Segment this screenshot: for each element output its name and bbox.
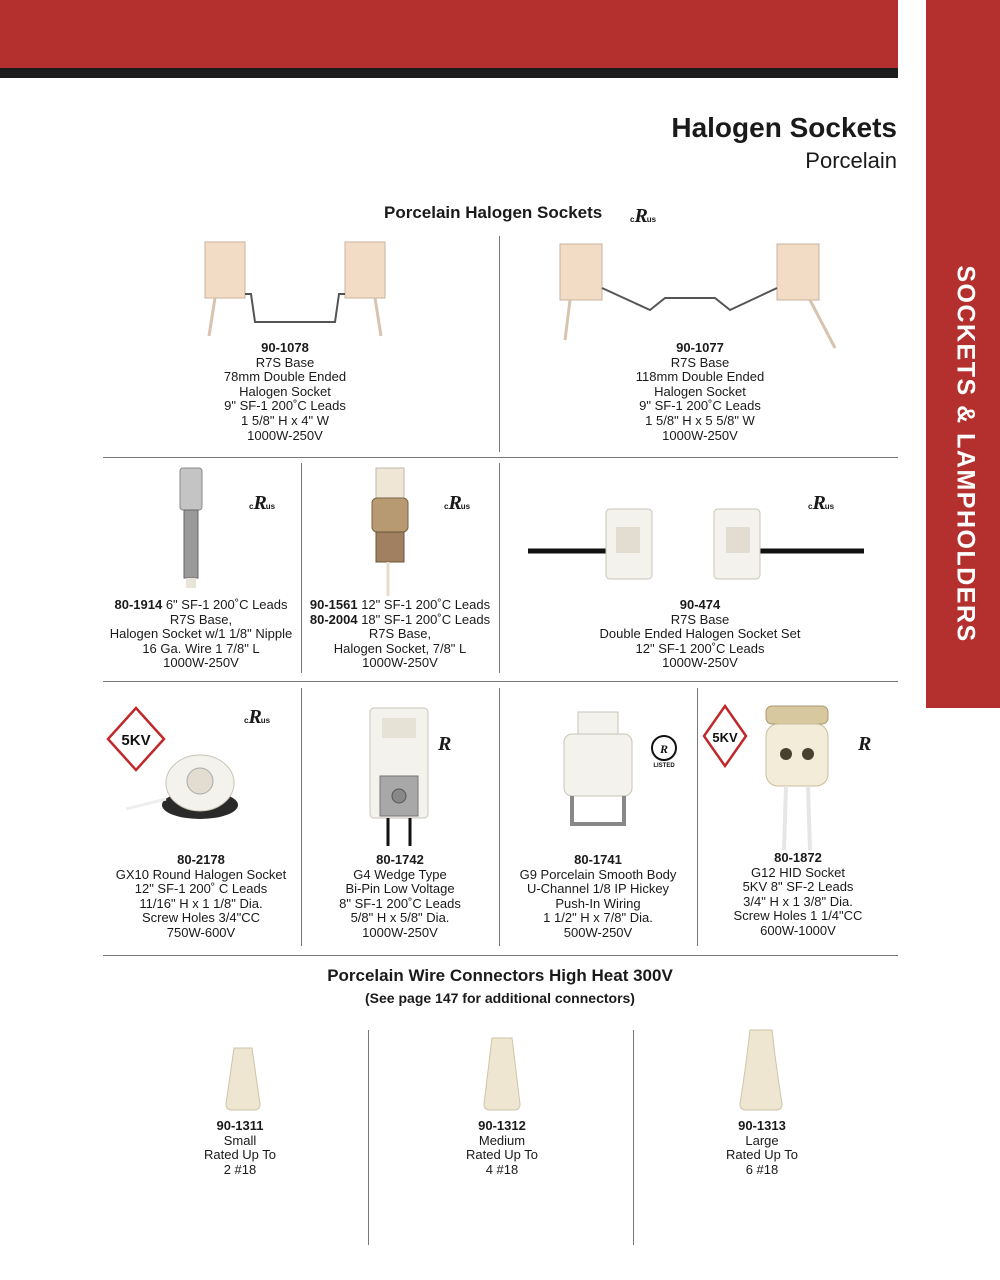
- sku: 80-2178: [177, 852, 225, 867]
- svg-text:5KV: 5KV: [712, 730, 738, 745]
- sku: 80-1742: [376, 852, 424, 867]
- ul-mark-icon: cRus: [244, 706, 271, 728]
- product-80-1914: 80-1914 6" SF-1 200˚C Leads R7S Base, Halogen Socket w/1 1/8" Nipple 16 Ga. Wire 1 7/8" L 1000W-250V: [109, 597, 293, 671]
- svg-text:5KV: 5KV: [121, 732, 151, 749]
- socket-80-2178-image: [122, 745, 244, 825]
- svg-text:LISTED: LISTED: [653, 763, 675, 769]
- warning-5kv-icon: [702, 704, 748, 768]
- socket-90-474-image: [528, 505, 864, 585]
- divider: [103, 955, 898, 956]
- section-heading-halogen: Porcelain Halogen Sockets: [384, 203, 603, 222]
- socket-80-1914-image: [176, 468, 216, 590]
- product-90-474: 90-474 R7S Base Double Ended Halogen Socket Set 12" SF-1 200˚C Leads 1000W-250V: [599, 597, 801, 671]
- product-80-2178: 80-2178 GX10 Round Halogen Socket 12" SF-1 200˚ C Leads 11/16" H x 1 1/8" Dia. Screw Holes 3/4"CC 750W-600V: [115, 852, 287, 940]
- section-subheading-connectors: (See page 147 for additional connectors): [365, 990, 635, 1006]
- sku: 90-1312: [478, 1118, 526, 1133]
- product-80-1742: 80-1742 G4 Wedge Type Bi-Pin Low Voltage 8" SF-1 200˚C Leads 5/8" H x 5/8" Dia. 1000W-250V: [339, 852, 461, 940]
- socket-90-1077-image: [555, 240, 845, 350]
- sku: 80-1741: [574, 852, 622, 867]
- ul-mark-icon: R: [858, 733, 871, 755]
- divider: [499, 463, 500, 673]
- ul-mark-icon: cRus: [444, 492, 471, 514]
- section-heading-connectors: Porcelain Wire Connectors High Heat 300V: [327, 966, 673, 985]
- side-tab-label: SOCKETS & LAMPHOLDERS: [951, 265, 980, 643]
- page-title: Halogen Sockets: [671, 112, 897, 143]
- connector-90-1313-image: [738, 1028, 784, 1112]
- sku: 80-2004: [309, 611, 358, 627]
- product-90-1078: 90-1078 R7S Base 78mm Double Ended Halogen Socket 9" SF-1 200˚C Leads 1 5/8" H x 4" W 1000W-250V: [223, 340, 347, 443]
- socket-90-1078-image: [195, 238, 415, 338]
- product-90-1311: 90-1311 Small Rated Up To 2 #18: [203, 1118, 277, 1177]
- sku: 80-1914: [114, 597, 163, 612]
- ul-mark-icon: R: [438, 733, 451, 755]
- divider: [368, 1030, 369, 1245]
- connector-90-1312-image: [482, 1036, 522, 1112]
- header-rule: [0, 68, 898, 78]
- product-80-1872: 80-1872 G12 HID Socket 5KV 8" SF-2 Leads 3/4" H x 1 3/8" Dia. Screw Holes 1 1/4"CC 600W-1000V: [733, 850, 863, 938]
- sku: 90-474: [679, 597, 721, 612]
- divider: [103, 457, 898, 458]
- connector-90-1311-image: [224, 1046, 262, 1112]
- ul-listed-icon: [640, 734, 690, 768]
- sku: 90-1077: [676, 340, 724, 355]
- page-subtitle: Porcelain: [805, 148, 897, 173]
- svg-text:R: R: [659, 742, 669, 756]
- ul-mark-icon: cRus: [249, 492, 276, 514]
- product-90-1561: 90-1561 12" SF-1 200˚C Leads 80-2004 18" SF-1 200˚C Leads R7S Base, Halogen Socket, 7/8" L 1000W-250V: [309, 597, 491, 671]
- divider: [103, 681, 898, 682]
- ul-mark-icon: cRus: [630, 205, 657, 227]
- socket-80-1872-image: [762, 706, 832, 852]
- product-90-1077: 90-1077 R7S Base 118mm Double Ended Halogen Socket 9" SF-1 200˚C Leads 1 5/8" H x 5 5/8" W 1000W-250V: [635, 340, 765, 443]
- sku: 90-1561: [309, 597, 358, 612]
- divider: [633, 1030, 634, 1245]
- divider: [499, 236, 500, 452]
- sku: 90-1311: [216, 1118, 264, 1133]
- product-90-1312: 90-1312 Medium Rated Up To 4 #18: [465, 1118, 539, 1177]
- header-bar: [0, 0, 898, 68]
- sku: 80-1872: [774, 850, 822, 865]
- sku: 90-1313: [738, 1118, 786, 1133]
- sku: 90-1078: [261, 340, 309, 355]
- socket-80-1742-image: [366, 708, 432, 846]
- socket-90-1561-image: [368, 468, 418, 598]
- product-90-1313: 90-1313 Large Rated Up To 6 #18: [725, 1118, 799, 1177]
- product-80-1741: 80-1741 G9 Porcelain Smooth Body U-Channel 1/8 IP Hickey Push-In Wiring 1 1/2" H x 7/8" Dia. 500W-250V: [519, 852, 677, 940]
- socket-80-1741-image: [558, 712, 638, 832]
- ul-mark-icon: cRus: [808, 492, 835, 514]
